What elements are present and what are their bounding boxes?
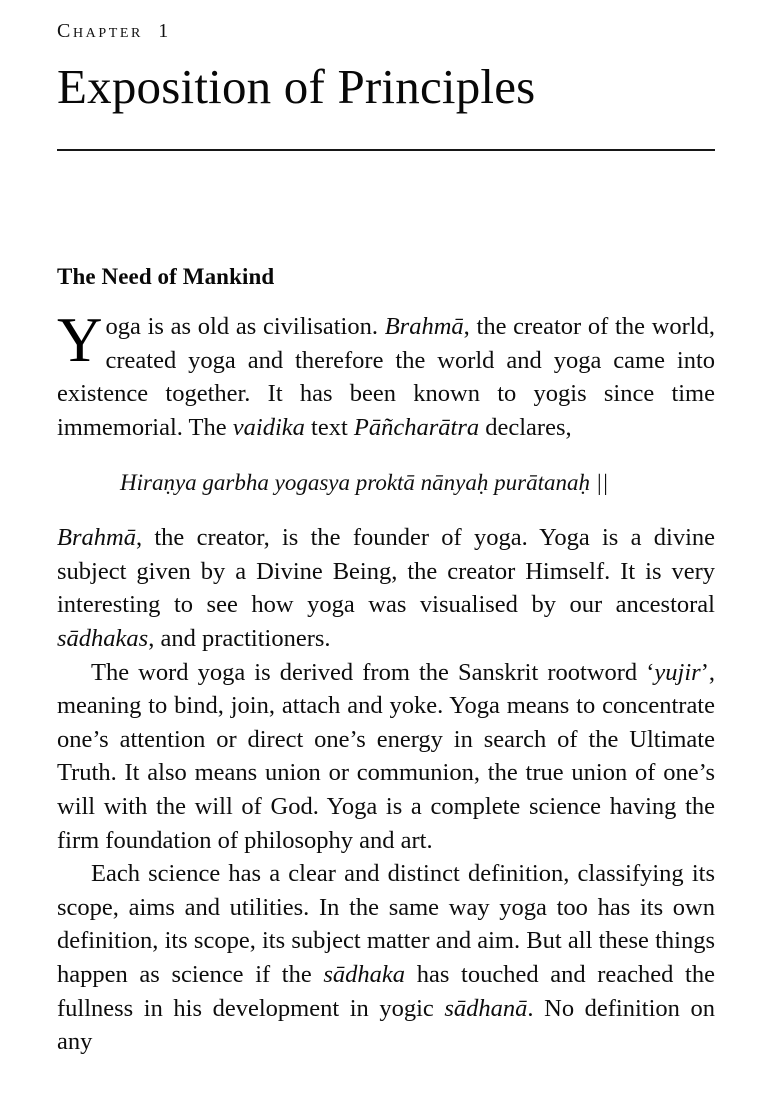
drop-cap-letter: Y: [57, 304, 103, 375]
section-heading: The Need of Mankind: [57, 263, 275, 289]
paragraph-3-text: The word yoga is derived from the Sanskrit rootword ‘yujir’, meaning to bind, join, attach and yoke. Yoga means to concentrate one’s attention or direct one’s energy in search of the Ultimate Truth. It also means union or communion, the true union of one’s will with the will of God. Yoga is a complete science having the firm foundation of philosophy and art.: [57, 658, 715, 854]
paragraph-4: [57, 857, 715, 1059]
paragraph-2-text: Brahmā, the creator, is the founder of yoga. Yoga is a divine subject given by a Divine Being, the creator Himself. It is very interesting to see how yoga was visualised by our ancestoral sādhakas, and practitioners.: [57, 524, 715, 653]
chapter-label: Chapter 1: [57, 20, 171, 42]
paragraph-1: [57, 304, 715, 444]
paragraph-3: [57, 656, 715, 858]
title-divider-rule: [57, 149, 715, 151]
paragraph-1-text: oga is as old as civilisation. Brahmā, the creator of the world, created yoga and therefore the world and yoga came into existence together. It has been known to yogis since time immemorial. The vaidika text Pāñcharātra declares,: [57, 312, 715, 441]
sanskrit-verse: Hiraṇya garbha yogasya proktā nānyaḥ purātanaḥ ||: [120, 470, 609, 496]
body-text-block: [57, 304, 715, 1059]
page-content-column: [57, 0, 715, 1059]
chapter-title: Exposition of Principles: [57, 59, 536, 114]
paragraph-4-text: Each science has a clear and distinct definition, classifying its scope, aims and utilities. In the same way yoga too has its own definition, its scope, its subject matter and aim. But all these things happen as science if the sādhaka has touched and reached the fullness in his development in yogic sādhanā. No definition on any: [57, 860, 715, 1056]
paragraph-2: [57, 521, 715, 655]
